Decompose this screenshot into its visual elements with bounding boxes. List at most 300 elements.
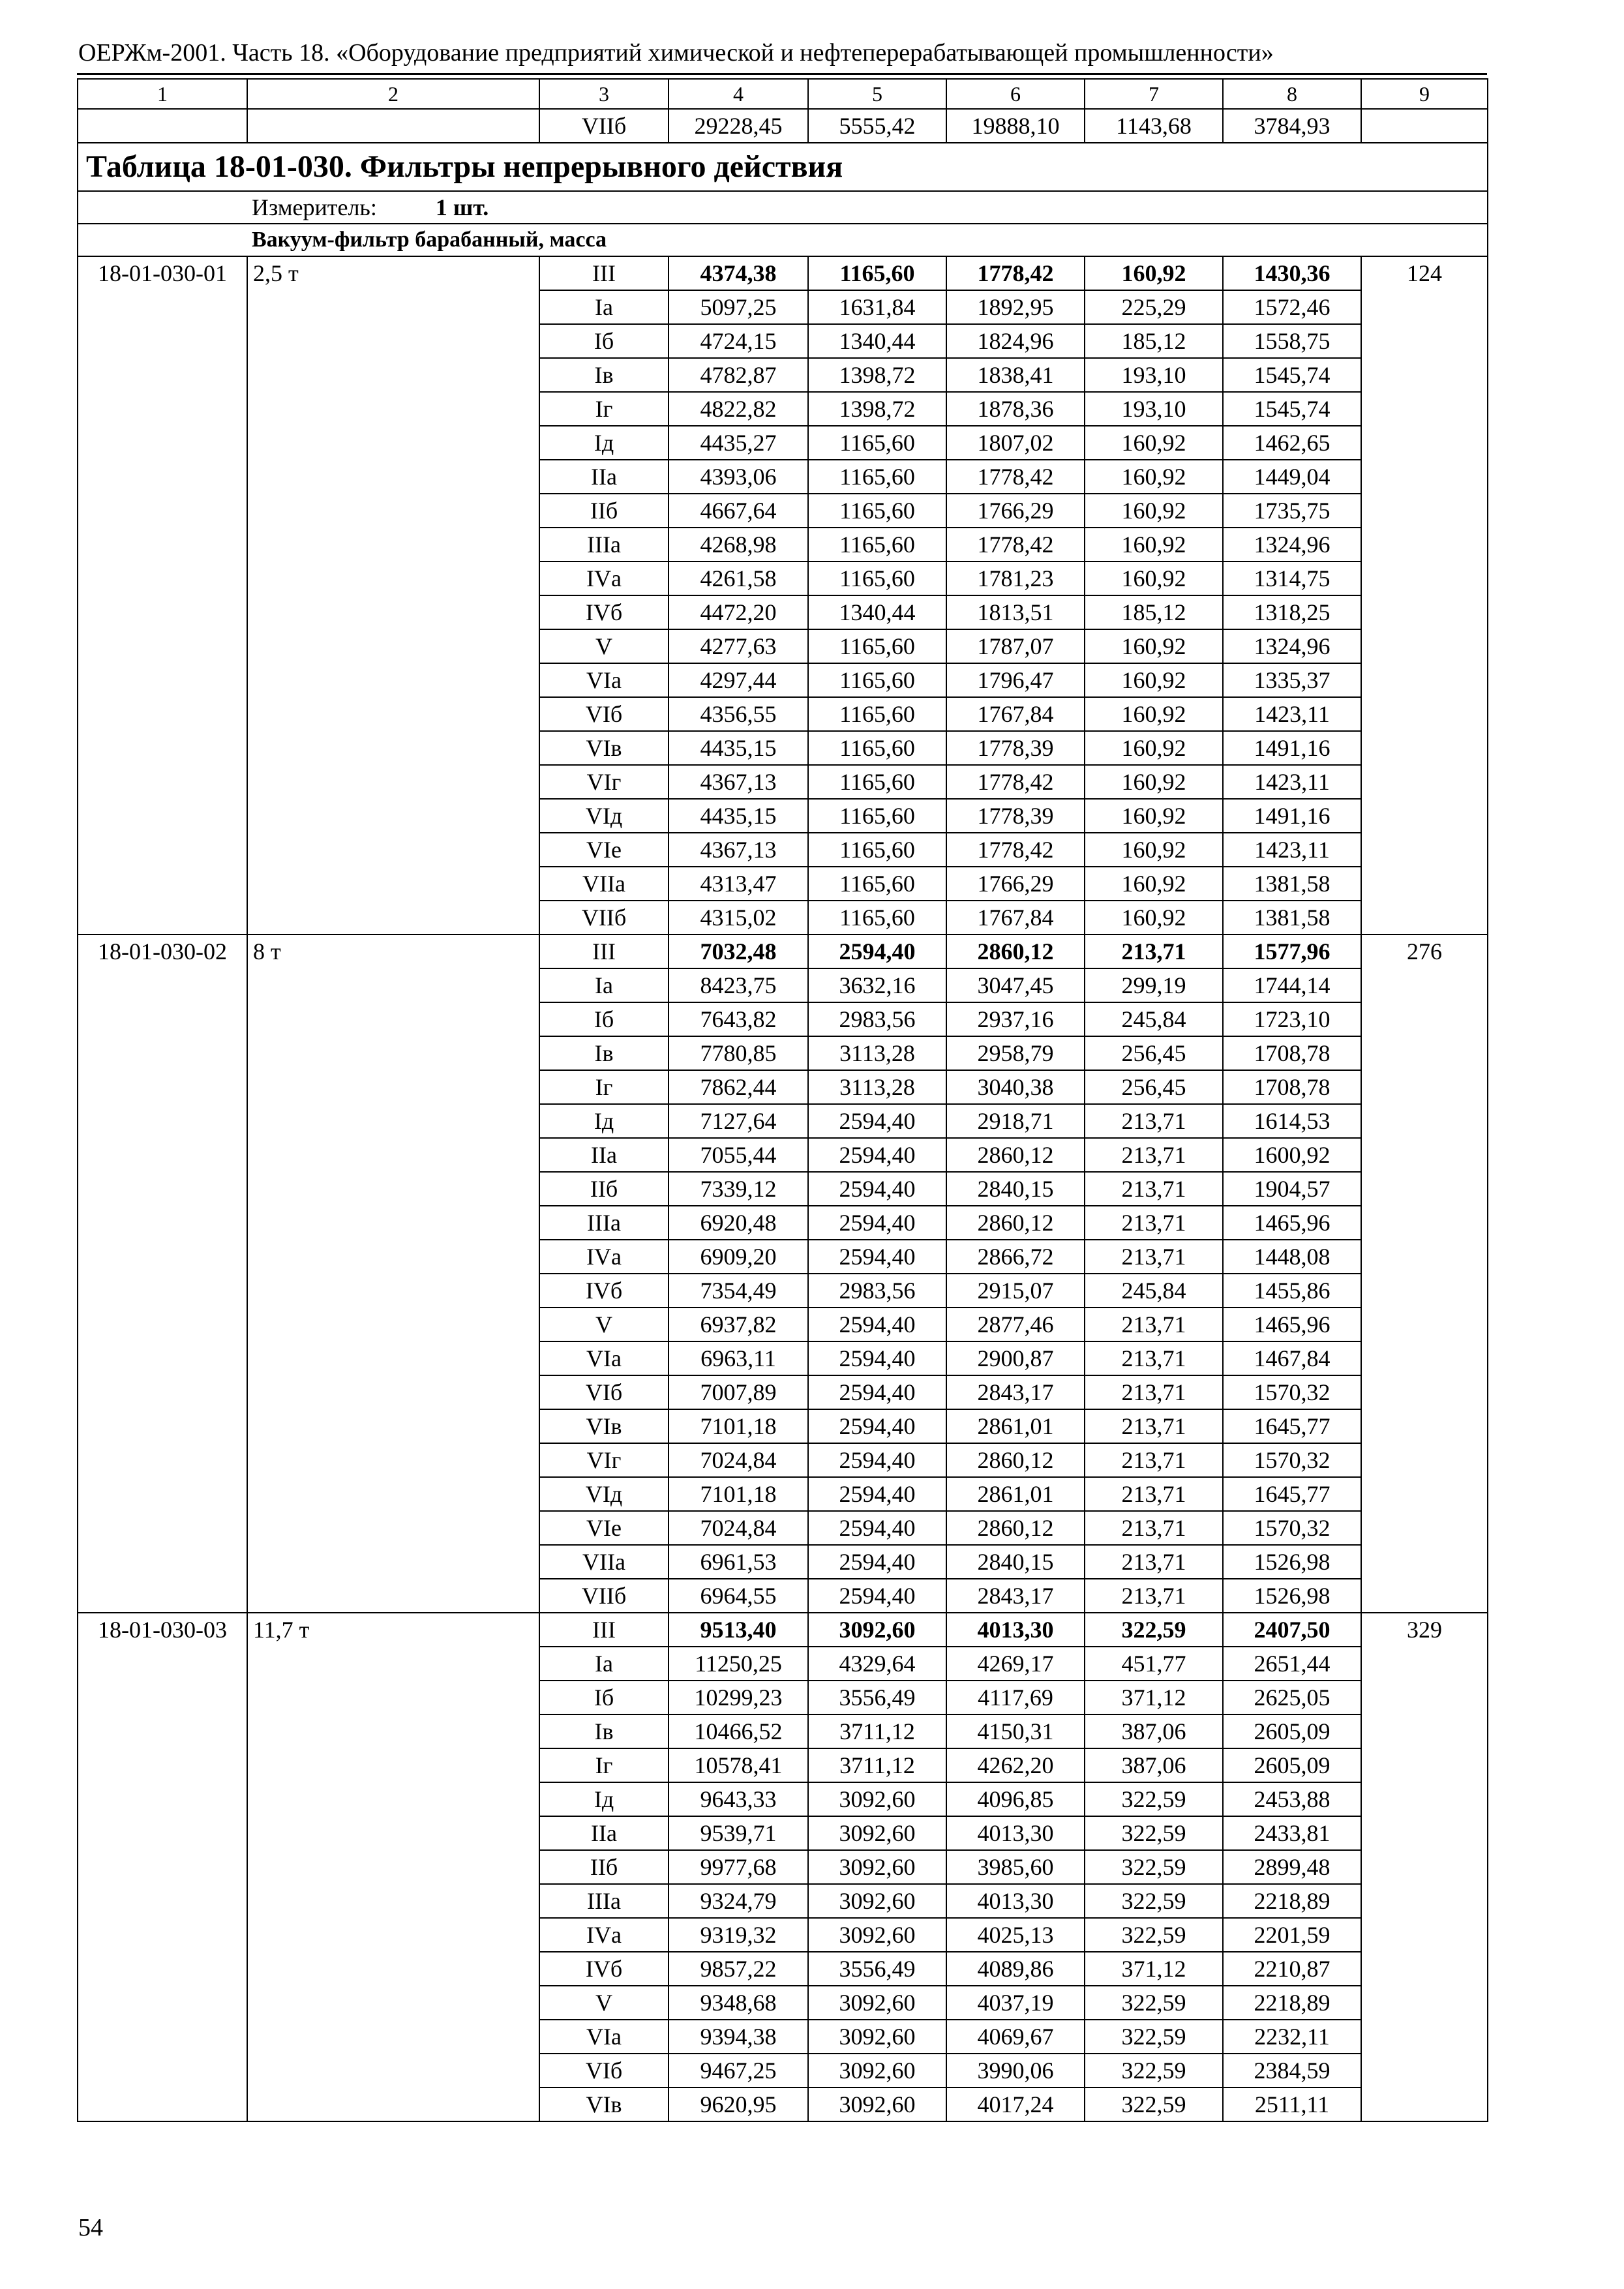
value-cell: 1398,72 [808, 392, 946, 426]
zone-cell: IIб [539, 1850, 669, 1884]
zone-cell: VIе [539, 833, 669, 867]
value-cell: 2958,79 [946, 1036, 1085, 1070]
reference-number: 124 [1361, 256, 1488, 935]
rate-code: 18-01-030-01 [78, 256, 247, 935]
value-cell: 256,45 [1085, 1070, 1223, 1104]
table-title-row [78, 143, 1488, 191]
value-cell: 7339,12 [669, 1172, 808, 1206]
value-cell: 213,71 [1085, 1104, 1223, 1138]
column-number: 2 [247, 79, 539, 109]
value-cell: 19888,10 [946, 109, 1085, 143]
table-row [78, 256, 1488, 290]
zone-cell: VIа [539, 2020, 669, 2054]
column-number: 6 [946, 79, 1085, 109]
zone-cell: VIIа [539, 867, 669, 901]
value-cell: 9324,79 [669, 1884, 808, 1918]
value-cell: 2594,40 [808, 935, 946, 968]
value-cell: 1558,75 [1223, 324, 1361, 358]
value-cell: 1570,32 [1223, 1443, 1361, 1477]
value-cell: 1781,23 [946, 561, 1085, 595]
value-cell: 4472,20 [669, 595, 808, 629]
value-cell: 3092,60 [808, 1918, 946, 1952]
value-cell: 213,71 [1085, 1240, 1223, 1274]
table-subtitle: Вакуум-фильтр барабанный, масса [78, 224, 1488, 256]
value-cell: 4089,86 [946, 1952, 1085, 1986]
value-cell: 9467,25 [669, 2054, 808, 2087]
zone-cell: IIа [539, 1816, 669, 1850]
zone-cell: IIа [539, 460, 669, 494]
measure-row [78, 191, 1488, 224]
value-cell: 245,84 [1085, 1274, 1223, 1308]
value-cell: 2594,40 [808, 1511, 946, 1545]
value-cell: 4435,15 [669, 799, 808, 833]
value-cell: 4822,82 [669, 392, 808, 426]
value-cell: 322,59 [1085, 1884, 1223, 1918]
value-cell: 2625,05 [1223, 1681, 1361, 1714]
value-cell: 322,59 [1085, 1782, 1223, 1816]
value-cell: 1318,25 [1223, 595, 1361, 629]
value-cell: 1878,36 [946, 392, 1085, 426]
value-cell: 1645,77 [1223, 1477, 1361, 1511]
value-cell: 2866,72 [946, 1240, 1085, 1274]
value-cell: 2594,40 [808, 1409, 946, 1443]
zone-cell: IIб [539, 1172, 669, 1206]
value-cell: 160,92 [1085, 799, 1223, 833]
value-cell: 1767,84 [946, 697, 1085, 731]
value-cell: 1143,68 [1085, 109, 1223, 143]
zone-cell: VIIб [539, 1579, 669, 1613]
value-cell: 1398,72 [808, 358, 946, 392]
value-cell: 4277,63 [669, 629, 808, 663]
value-cell: 1165,60 [808, 799, 946, 833]
value-cell: 1892,95 [946, 290, 1085, 324]
value-cell: 2651,44 [1223, 1647, 1361, 1681]
value-cell: 1614,53 [1223, 1104, 1361, 1138]
zone-cell: Iв [539, 1714, 669, 1748]
zone-cell: Iг [539, 1748, 669, 1782]
value-cell: 213,71 [1085, 1409, 1223, 1443]
zone-cell: VIа [539, 1341, 669, 1375]
value-cell: 3113,28 [808, 1070, 946, 1104]
value-cell: 6909,20 [669, 1240, 808, 1274]
value-cell: 213,71 [1085, 1545, 1223, 1579]
column-number: 1 [78, 79, 247, 109]
value-cell: 11250,25 [669, 1647, 808, 1681]
value-cell: 245,84 [1085, 1002, 1223, 1036]
value-cell: 3092,60 [808, 1850, 946, 1884]
value-cell: 2594,40 [808, 1545, 946, 1579]
reference-number: 276 [1361, 935, 1488, 1613]
value-cell: 213,71 [1085, 1138, 1223, 1172]
zone-cell: IVб [539, 1274, 669, 1308]
value-cell: 3047,45 [946, 968, 1085, 1002]
zone-cell: VIв [539, 1409, 669, 1443]
value-cell: 2860,12 [946, 935, 1085, 968]
zone-cell: VIб [539, 1375, 669, 1409]
rate-name: 8 т [247, 935, 539, 1613]
value-cell: 193,10 [1085, 392, 1223, 426]
value-cell: 6961,53 [669, 1545, 808, 1579]
value-cell: 2605,09 [1223, 1714, 1361, 1748]
zone-cell: IVа [539, 1240, 669, 1274]
value-cell: 322,59 [1085, 2087, 1223, 2121]
value-cell: 1838,41 [946, 358, 1085, 392]
rate-code: 18-01-030-02 [78, 935, 247, 1613]
zone-cell: VIв [539, 2087, 669, 2121]
value-cell: 1491,16 [1223, 731, 1361, 765]
zone-cell: IVа [539, 561, 669, 595]
value-cell: 2384,59 [1223, 2054, 1361, 2087]
value-cell: 4782,87 [669, 358, 808, 392]
value-cell: 2843,17 [946, 1375, 1085, 1409]
value-cell: 7024,84 [669, 1443, 808, 1477]
value-cell: 10466,52 [669, 1714, 808, 1748]
value-cell: 2915,07 [946, 1274, 1085, 1308]
value-cell: 4367,13 [669, 765, 808, 799]
value-cell: 160,92 [1085, 460, 1223, 494]
value-cell: 1165,60 [808, 561, 946, 595]
value-cell: 2861,01 [946, 1477, 1085, 1511]
value-cell: 160,92 [1085, 629, 1223, 663]
value-cell: 1165,60 [808, 731, 946, 765]
value-cell: 2937,16 [946, 1002, 1085, 1036]
value-cell: 1600,92 [1223, 1138, 1361, 1172]
value-cell: 4117,69 [946, 1681, 1085, 1714]
value-cell: 2218,89 [1223, 1884, 1361, 1918]
value-cell: 1165,60 [808, 697, 946, 731]
value-cell: 322,59 [1085, 1816, 1223, 1850]
value-cell: 160,92 [1085, 561, 1223, 595]
value-cell: 2594,40 [808, 1579, 946, 1613]
value-cell: 1708,78 [1223, 1036, 1361, 1070]
value-cell: 3092,60 [808, 2087, 946, 2121]
carryover-row [78, 109, 1488, 143]
value-cell: 1465,96 [1223, 1308, 1361, 1341]
value-cell: 322,59 [1085, 1850, 1223, 1884]
value-cell: 1455,86 [1223, 1274, 1361, 1308]
value-cell: 4297,44 [669, 663, 808, 697]
value-cell: 4262,20 [946, 1748, 1085, 1782]
value-cell: 4315,02 [669, 901, 808, 935]
value-cell: 8423,75 [669, 968, 808, 1002]
value-cell: 1324,96 [1223, 528, 1361, 561]
value-cell: 1165,60 [808, 528, 946, 561]
zone-cell: Iа [539, 290, 669, 324]
zone-cell: Iд [539, 1104, 669, 1138]
value-cell: 2840,15 [946, 1172, 1085, 1206]
value-cell: 4268,98 [669, 528, 808, 561]
value-cell: 6964,55 [669, 1579, 808, 1613]
value-cell: 4374,38 [669, 256, 808, 290]
value-cell: 3556,49 [808, 1681, 946, 1714]
rate-name: 11,7 т [247, 1613, 539, 2121]
value-cell: 3092,60 [808, 1816, 946, 1850]
value-cell: 3711,12 [808, 1748, 946, 1782]
value-cell: 213,71 [1085, 1511, 1223, 1545]
value-cell: 3113,28 [808, 1036, 946, 1070]
value-cell: 3556,49 [808, 1952, 946, 1986]
zone-cell: Iб [539, 324, 669, 358]
value-cell: 2860,12 [946, 1206, 1085, 1240]
value-cell: 1744,14 [1223, 968, 1361, 1002]
value-cell: 2594,40 [808, 1375, 946, 1409]
value-cell: 322,59 [1085, 2020, 1223, 2054]
value-cell: 2433,81 [1223, 1816, 1361, 1850]
empty-cell [1361, 109, 1488, 143]
value-cell: 7127,64 [669, 1104, 808, 1138]
value-cell: 4013,30 [946, 1884, 1085, 1918]
value-cell: 160,92 [1085, 528, 1223, 561]
rate-code: 18-01-030-03 [78, 1613, 247, 2121]
value-cell: 1723,10 [1223, 1002, 1361, 1036]
document-header: ОЕРЖм-2001. Часть 18. «Оборудование предприятий химической и нефтеперерабатывающей промышленности» [78, 39, 1274, 67]
value-cell: 1165,60 [808, 765, 946, 799]
column-number: 4 [669, 79, 808, 109]
value-cell: 1708,78 [1223, 1070, 1361, 1104]
value-cell: 29228,45 [669, 109, 808, 143]
value-cell: 2918,71 [946, 1104, 1085, 1138]
zone-cell: VIд [539, 799, 669, 833]
value-cell: 1165,60 [808, 629, 946, 663]
value-cell: 3092,60 [808, 1884, 946, 1918]
value-cell: 10299,23 [669, 1681, 808, 1714]
zone-cell: VIб [539, 697, 669, 731]
zone-cell: VIв [539, 731, 669, 765]
value-cell: 3711,12 [808, 1714, 946, 1748]
value-cell: 3632,16 [808, 968, 946, 1002]
value-cell: 4150,31 [946, 1714, 1085, 1748]
value-cell: 225,29 [1085, 290, 1223, 324]
value-cell: 4724,15 [669, 324, 808, 358]
value-cell: 1165,60 [808, 460, 946, 494]
zone-cell: IVб [539, 595, 669, 629]
value-cell: 7862,44 [669, 1070, 808, 1104]
value-cell: 2899,48 [1223, 1850, 1361, 1884]
zone-cell: Iг [539, 392, 669, 426]
value-cell: 1570,32 [1223, 1375, 1361, 1409]
table-title: Таблица 18-01-030. Фильтры непрерывного действия [78, 143, 1488, 191]
value-cell: 1526,98 [1223, 1545, 1361, 1579]
page-number: 54 [78, 2214, 103, 2241]
value-cell: 3092,60 [808, 1613, 946, 1647]
zone-cell: VIIб [539, 901, 669, 935]
value-cell: 160,92 [1085, 867, 1223, 901]
value-cell: 7007,89 [669, 1375, 808, 1409]
value-cell: 1430,36 [1223, 256, 1361, 290]
value-cell: 193,10 [1085, 358, 1223, 392]
zone-cell: IVб [539, 1952, 669, 1986]
value-cell: 213,71 [1085, 1579, 1223, 1613]
value-cell: 213,71 [1085, 1375, 1223, 1409]
column-number: 3 [539, 79, 669, 109]
value-cell: 2983,56 [808, 1274, 946, 1308]
value-cell: 4367,13 [669, 833, 808, 867]
value-cell: 7643,82 [669, 1002, 808, 1036]
zone-cell: VIе [539, 1511, 669, 1545]
value-cell: 4667,64 [669, 494, 808, 528]
value-cell: 2860,12 [946, 1138, 1085, 1172]
value-cell: 9977,68 [669, 1850, 808, 1884]
zone-cell: VIа [539, 663, 669, 697]
value-cell: 1423,11 [1223, 697, 1361, 731]
value-cell: 3985,60 [946, 1850, 1085, 1884]
value-cell: 256,45 [1085, 1036, 1223, 1070]
value-cell: 1904,57 [1223, 1172, 1361, 1206]
value-cell: 2594,40 [808, 1206, 946, 1240]
column-number: 7 [1085, 79, 1223, 109]
value-cell: 3092,60 [808, 1782, 946, 1816]
value-cell: 1314,75 [1223, 561, 1361, 595]
value-cell: 1165,60 [808, 867, 946, 901]
value-cell: 7354,49 [669, 1274, 808, 1308]
value-cell: 2860,12 [946, 1511, 1085, 1545]
value-cell: 371,12 [1085, 1952, 1223, 1986]
value-cell: 1423,11 [1223, 833, 1361, 867]
zone-cell: V [539, 629, 669, 663]
value-cell: 6963,11 [669, 1341, 808, 1375]
value-cell: 9857,22 [669, 1952, 808, 1986]
value-cell: 1340,44 [808, 595, 946, 629]
value-cell: 1796,47 [946, 663, 1085, 697]
value-cell: 2594,40 [808, 1308, 946, 1341]
value-cell: 1778,42 [946, 833, 1085, 867]
value-cell: 1467,84 [1223, 1341, 1361, 1375]
value-cell: 160,92 [1085, 663, 1223, 697]
value-cell: 4013,30 [946, 1613, 1085, 1647]
zone-cell: Iа [539, 1647, 669, 1681]
value-cell: 7055,44 [669, 1138, 808, 1172]
value-cell: 213,71 [1085, 1206, 1223, 1240]
value-cell: 4017,24 [946, 2087, 1085, 2121]
value-cell: 1807,02 [946, 426, 1085, 460]
zone-cell: VIг [539, 1443, 669, 1477]
reference-number: 329 [1361, 1613, 1488, 2121]
value-cell: 1778,42 [946, 460, 1085, 494]
value-cell: 2860,12 [946, 1443, 1085, 1477]
zone-cell: III [539, 935, 669, 968]
zone-cell: VIб [539, 2054, 669, 2087]
value-cell: 2218,89 [1223, 1986, 1361, 2020]
value-cell: 1778,39 [946, 731, 1085, 765]
price-table [77, 78, 1488, 2122]
zone-cell: III [539, 1613, 669, 1647]
zone-cell: Iг [539, 1070, 669, 1104]
zone-cell: Iв [539, 358, 669, 392]
value-cell: 1824,96 [946, 324, 1085, 358]
value-cell: 6920,48 [669, 1206, 808, 1240]
value-cell: 2840,15 [946, 1545, 1085, 1579]
value-cell: 387,06 [1085, 1748, 1223, 1782]
zone-cell: V [539, 1308, 669, 1341]
value-cell: 451,77 [1085, 1647, 1223, 1681]
value-cell: 9513,40 [669, 1613, 808, 1647]
value-cell: 1462,65 [1223, 426, 1361, 460]
value-cell: 1381,58 [1223, 901, 1361, 935]
value-cell: 9319,32 [669, 1918, 808, 1952]
value-cell: 4261,58 [669, 561, 808, 595]
value-cell: 1165,60 [808, 256, 946, 290]
value-cell: 1570,32 [1223, 1511, 1361, 1545]
value-cell: 160,92 [1085, 833, 1223, 867]
value-cell: 1735,75 [1223, 494, 1361, 528]
header-rule [77, 73, 1487, 75]
value-cell: 9539,71 [669, 1816, 808, 1850]
value-cell: 160,92 [1085, 901, 1223, 935]
value-cell: 1491,16 [1223, 799, 1361, 833]
value-cell: 213,71 [1085, 1172, 1223, 1206]
value-cell: 322,59 [1085, 1986, 1223, 2020]
value-cell: 322,59 [1085, 1613, 1223, 1647]
value-cell: 2407,50 [1223, 1613, 1361, 1647]
value-cell: 9394,38 [669, 2020, 808, 2054]
table-row [78, 935, 1488, 968]
value-cell: 2594,40 [808, 1443, 946, 1477]
zone-cell: VIIа [539, 1545, 669, 1579]
value-cell: 299,19 [1085, 968, 1223, 1002]
value-cell: 1165,60 [808, 833, 946, 867]
zone-cell: IIб [539, 494, 669, 528]
value-cell: 1767,84 [946, 901, 1085, 935]
value-cell: 2201,59 [1223, 1918, 1361, 1952]
zone-cell: Iа [539, 968, 669, 1002]
value-cell: 1526,98 [1223, 1579, 1361, 1613]
value-cell: 1423,11 [1223, 765, 1361, 799]
value-cell: 1778,42 [946, 765, 1085, 799]
value-cell: 7101,18 [669, 1409, 808, 1443]
value-cell: 1335,37 [1223, 663, 1361, 697]
value-cell: 160,92 [1085, 256, 1223, 290]
column-number-row [78, 79, 1488, 109]
value-cell: 10578,41 [669, 1748, 808, 1782]
value-cell: 1449,04 [1223, 460, 1361, 494]
value-cell: 1766,29 [946, 867, 1085, 901]
zone-cell: III [539, 256, 669, 290]
column-number: 8 [1223, 79, 1361, 109]
value-cell: 160,92 [1085, 765, 1223, 799]
value-cell: 322,59 [1085, 1918, 1223, 1952]
value-cell: 9643,33 [669, 1782, 808, 1816]
value-cell: 1645,77 [1223, 1409, 1361, 1443]
value-cell: 185,12 [1085, 595, 1223, 629]
value-cell: 2900,87 [946, 1341, 1085, 1375]
value-cell: 5097,25 [669, 290, 808, 324]
value-cell: 2877,46 [946, 1308, 1085, 1341]
value-cell: 2594,40 [808, 1240, 946, 1274]
value-cell: 213,71 [1085, 935, 1223, 968]
value-cell: 4435,15 [669, 731, 808, 765]
value-cell: 1165,60 [808, 494, 946, 528]
value-cell: 2594,40 [808, 1477, 946, 1511]
value-cell: 4037,19 [946, 1986, 1085, 2020]
value-cell: 7780,85 [669, 1036, 808, 1070]
value-cell: 1787,07 [946, 629, 1085, 663]
zone-cell: Iб [539, 1002, 669, 1036]
value-cell: 322,59 [1085, 2054, 1223, 2087]
zone-cell: VIг [539, 765, 669, 799]
value-cell: 3092,60 [808, 2020, 946, 2054]
value-cell: 2594,40 [808, 1104, 946, 1138]
zone-cell: Iд [539, 426, 669, 460]
value-cell: 213,71 [1085, 1341, 1223, 1375]
value-cell: 1577,96 [1223, 935, 1361, 968]
value-cell: 2983,56 [808, 1002, 946, 1036]
value-cell: 1778,42 [946, 528, 1085, 561]
value-cell: 5555,42 [808, 109, 946, 143]
value-cell: 1778,39 [946, 799, 1085, 833]
empty-cell [78, 109, 247, 143]
measure-unit: 1 шт. [435, 194, 489, 220]
value-cell: 7024,84 [669, 1511, 808, 1545]
